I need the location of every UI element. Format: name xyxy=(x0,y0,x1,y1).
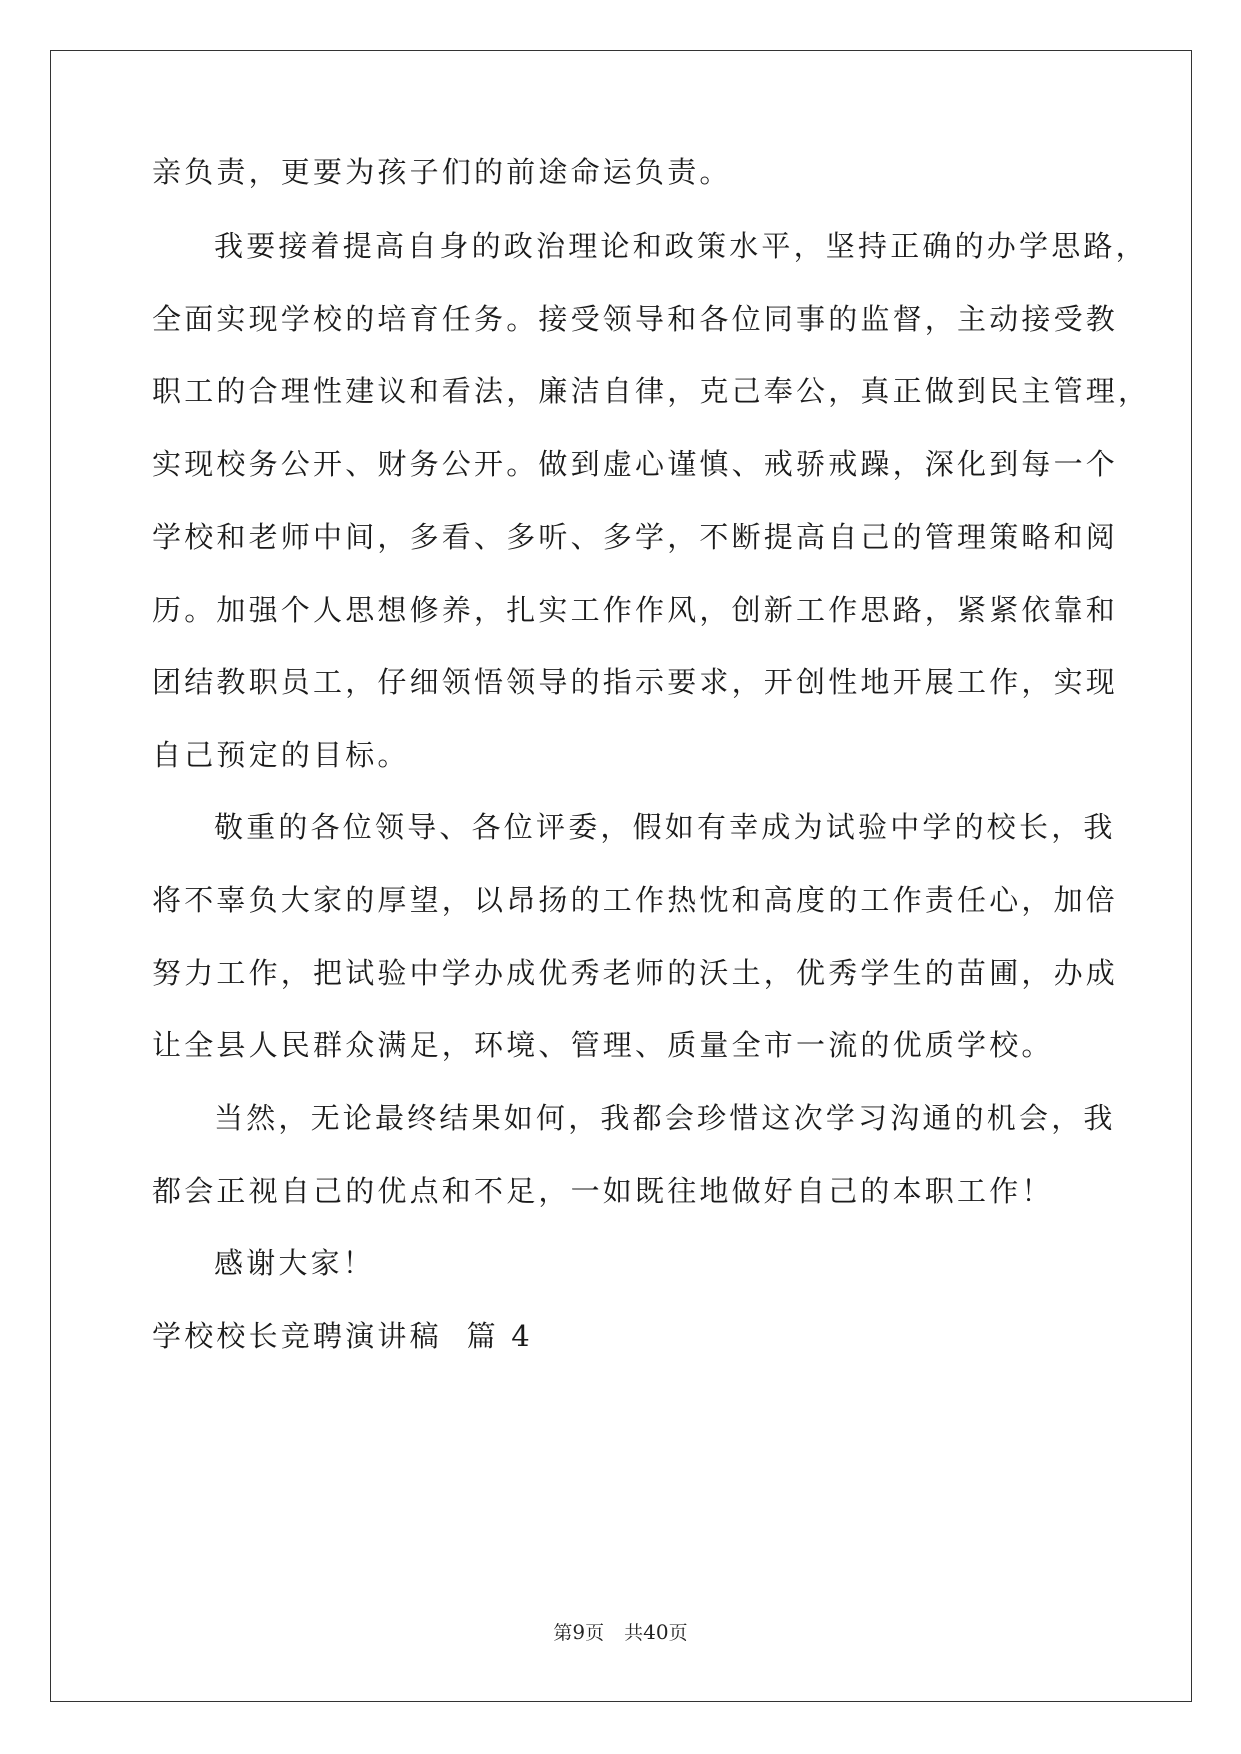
body-text-line: 都会正视自己的优点和不足，一如既往地做好自己的本职工作！ xyxy=(152,1174,1054,1208)
section-heading: 学校校长竞聘演讲稿 篇 4 xyxy=(152,1319,533,1353)
footer-page-prefix: 第 xyxy=(553,1622,573,1644)
body-text-line: 团结教职员工，仔细领悟领导的指示要求，开创性地开展工作，实现 xyxy=(152,665,1119,699)
body-text-line: 实现校务公开、财务公开。做到虚心谨慎、戒骄戒躁，深化到每一个 xyxy=(152,447,1119,481)
footer-total-pages: 40 xyxy=(643,1620,669,1644)
footer-page-suffix: 页 xyxy=(585,1622,605,1644)
paragraph-first-line: 当然，无论最终结果如何，我都会珍惜这次学习沟通的机会，我 xyxy=(214,1101,1116,1135)
body-text-line: 学校和老师中间，多看、多听、多学，不断提高自己的管理策略和阅 xyxy=(152,520,1119,554)
closing-line: 感谢大家！ xyxy=(214,1246,376,1280)
footer-total-prefix: 共 xyxy=(624,1622,644,1644)
body-text-line: 自己预定的目标。 xyxy=(152,738,410,772)
paragraph-first-line: 敬重的各位领导、各位评委，假如有幸成为试验中学的校长，我 xyxy=(214,810,1116,844)
page-border xyxy=(50,50,1192,1702)
footer-page-number: 9 xyxy=(572,1620,586,1644)
body-text-line: 全面实现学校的培育任务。接受领导和各位同事的监督，主动接受教 xyxy=(152,302,1119,336)
page-footer xyxy=(0,1620,1241,1645)
body-text-line: 亲负责，更要为孩子们的前途命运负责。 xyxy=(152,155,732,189)
paragraph-first-line: 我要接着提高自身的政治理论和政策水平，坚持正确的办学思路， xyxy=(214,229,1148,263)
body-text-line: 职工的合理性建议和看法，廉洁自律，克己奉公，真正做到民主管理， xyxy=(152,374,1151,408)
body-text-line: 将不辜负大家的厚望，以昂扬的工作热忱和高度的工作责任心，加倍 xyxy=(152,883,1119,917)
body-text-line: 让全县人民群众满足，环境、管理、质量全市一流的优质学校。 xyxy=(152,1028,1054,1062)
body-text-line: 历。加强个人思想修养，扎实工作作风，创新工作思路，紧紧依靠和 xyxy=(152,593,1119,627)
footer-total-suffix: 页 xyxy=(668,1622,688,1644)
body-text-line: 努力工作，把试验中学办成优秀老师的沃土，优秀学生的苗圃，办成 xyxy=(152,956,1119,990)
